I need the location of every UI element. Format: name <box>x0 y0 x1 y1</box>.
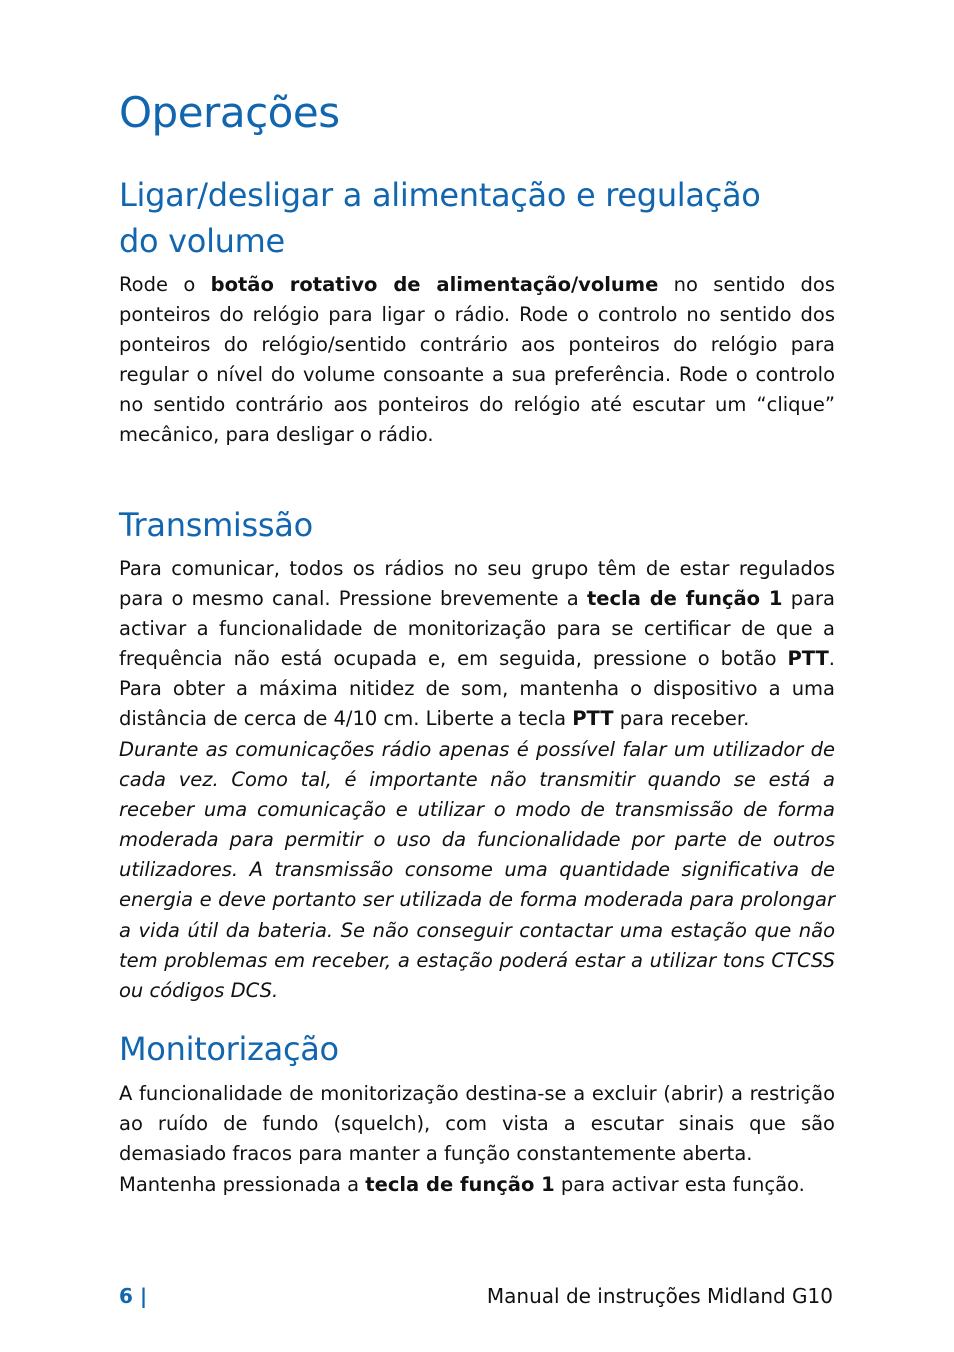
function-key-term: tecla de função 1 <box>365 1173 555 1196</box>
page-number: 6 | <box>119 1284 148 1308</box>
section-heading-monitoring: Monitorização <box>119 1030 339 1068</box>
section-heading-line: Ligar/desligar a alimentação e regulação <box>119 176 761 214</box>
power-volume-knob-term: botão rotativo de alimentação/volume <box>210 273 659 296</box>
page-title: Operações <box>119 88 340 137</box>
section-heading-transmission: Transmissão <box>119 506 313 544</box>
section-heading-power-volume <box>119 172 761 264</box>
manual-title: Manual de instruções Midland G10 <box>486 1284 833 1308</box>
monitoring-paragraph: A funcionalidade de monitorização destina-se a excluir (abrir) a restrição ao ruído de fundo (squelch), com vista a escutar sinais que são demasiado fracos para manter a função constantemente aberta. <box>119 1082 835 1166</box>
ptt-term: PTT <box>572 707 614 731</box>
transmission-paragraph: Para comunicar, todos os rádios no seu grupo têm de estar regulados para o mesmo canal. Pressione brevemente a tecla de função 1 para activar a funcionalidade de monitorização para se certificar de que a frequência não está ocupada e, em seguida, pressione o botão PTT. Para obter a máxima nitidez de som, mantenha o dispositivo a uma distância de cerca de 4/10 cm. Liberte a tecla PTT para receber. <box>119 557 835 731</box>
transmission-note: Durante as comunicações rádio apenas é possível falar um utilizador de cada vez. Como tal, é importante não transmitir quando se está a receber uma comunicação e utilizar o modo de transmissão de forma moderada para permitir o uso da funcionalidade por parte de outros utilizadores. A transmissão consome uma quantidade significativa de energia e deve portanto ser utilizada de forma moderada para prolongar a vida útil da bateria. Se não conseguir contactar uma estação que não tem problemas em receber, a estação poderá estar a utilizar tons CTCSS ou códigos DCS. <box>119 738 835 1002</box>
power-volume-paragraph: Rode o botão rotativo de alimentação/volume no sentido dos ponteiros do relógio para ligar o rádio. Rode o controlo no sentido dos ponteiros do relógio/sentido contrário aos ponteiros do relógio para regular o nível do volume consoante a sua preferência. Rode o controlo no sentido contrário aos ponteiros do relógio até escutar um “clique” mecânico, para desligar o rádio. <box>119 273 836 447</box>
section-heading-line: do volume <box>119 222 285 260</box>
ptt-term: PTT <box>787 647 829 671</box>
monitoring-instruction: Mantenha pressionada a tecla de função 1 para activar esta função. <box>119 1173 805 1196</box>
function-key-term: tecla de função 1 <box>586 587 783 611</box>
